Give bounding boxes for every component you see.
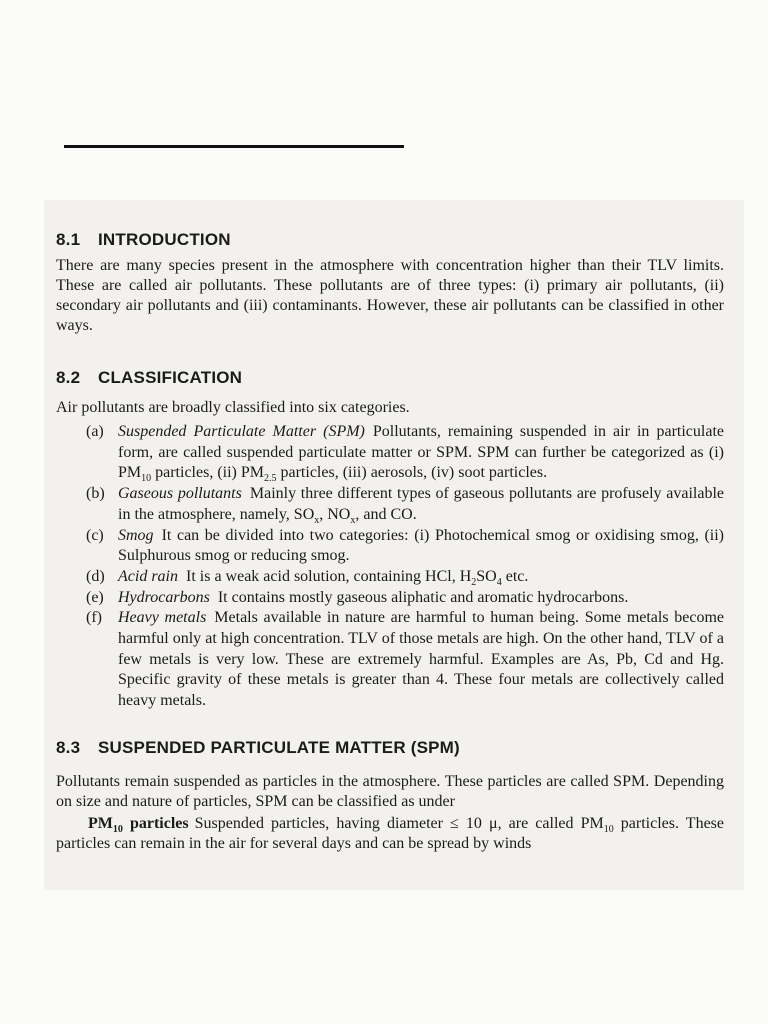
section-title: SUSPENDED PARTICULATE MATTER (SPM) xyxy=(98,737,460,757)
list-marker: (d) xyxy=(86,567,105,585)
list-marker: (b) xyxy=(86,485,105,503)
text-run: It contains mostly gaseous aliphatic and aromatic hydrocarbons. xyxy=(217,588,629,606)
text-run: , NO xyxy=(319,505,351,523)
category-item-gaseous-pollutants xyxy=(56,484,724,525)
subscript: 10 xyxy=(141,473,152,485)
list-marker: (f) xyxy=(86,609,102,627)
top-rule xyxy=(64,145,404,148)
category-item-heavy-metals xyxy=(56,608,724,712)
category-text xyxy=(118,484,724,525)
category-item-hydrocarbons xyxy=(56,588,724,609)
section-number: 8.1 xyxy=(56,230,81,249)
category-term: Gaseous pollutants xyxy=(118,485,242,503)
category-item-smog xyxy=(56,526,724,567)
text-run: Pollutants, remaining suspended in air in particulate form, are called suspended particulate matter or SPM. SPM can further be categorized as (i) PM xyxy=(118,423,724,482)
category-term: Hydrocarbons xyxy=(118,588,210,606)
category-text xyxy=(118,422,724,484)
text-run: particles. These particles can remain in the air for several days and can be spread by winds xyxy=(56,814,725,852)
page-content xyxy=(56,226,724,854)
category-item-acid-rain xyxy=(56,567,724,588)
category-term: Smog xyxy=(118,526,154,544)
pm10-paragraph xyxy=(56,814,724,854)
text-run: Mainly three different types of gaseous pollutants are profusely available in the atmosphere, namely, SO xyxy=(118,485,724,523)
spm-paragraph: Pollutants remain suspended as particles in the atmosphere. These particles are called SPM. Depending on size and nature of particles, SPM can be classified as under xyxy=(56,772,724,810)
text-run: Suspended particles, having diameter ≤ 10 μ, are called PM xyxy=(194,814,604,832)
list-marker: (e) xyxy=(86,588,104,606)
introduction-paragraph: There are many species present in the atmosphere with concentration higher than their TLV limits. These are called air pollutants. These pollutants are of three types: (i) primary air pollutants, (ii) secondary air pollutants and (iii) contaminants. However, these air pollutants can be classified in other ways. xyxy=(56,257,724,334)
category-list xyxy=(56,422,724,712)
section-heading-classification xyxy=(56,368,724,388)
category-term: Acid rain xyxy=(118,567,178,585)
text-run: Metals available in nature are harmful to human being. Some metals become harmful only at high concentration. TLV of those metals are high. On the other hand, TLV of a few metals is very low. These are extremely harmful. Examples are As, Pb, Cd and Hg. Specific gravity of these metals is greater than 4. These four metals are collectively called heavy metals. xyxy=(118,609,724,710)
classification-lead: Air pollutants are broadly classified into six categories. xyxy=(56,399,410,416)
text-run: particles, (iii) aerosols, (iv) soot particles. xyxy=(276,464,548,482)
text-run: It can be divided into two categories: (i) Photochemical smog or oxidising smog, (ii) Sulphurous smog or reducing smog. xyxy=(118,526,724,565)
category-term: Heavy metals xyxy=(118,609,207,627)
list-marker: (a) xyxy=(86,423,104,440)
subscript: 10 xyxy=(603,824,614,836)
category-item-spm xyxy=(56,422,724,484)
section-heading-introduction xyxy=(56,230,724,250)
text-run: SO xyxy=(476,567,497,585)
subscript: 2.5 xyxy=(264,473,277,485)
subscript: x xyxy=(350,515,356,526)
text-run: particles, (ii) PM xyxy=(151,464,264,482)
category-text xyxy=(118,588,724,609)
category-text xyxy=(118,567,724,588)
subscript: 2 xyxy=(471,577,477,589)
subscript: x xyxy=(314,515,320,526)
section-title: INTRODUCTION xyxy=(98,230,231,249)
category-text xyxy=(118,526,724,567)
text-run: It is a weak acid solution, containing HCl, H xyxy=(186,567,472,585)
subscript: 10 xyxy=(112,824,123,836)
category-text xyxy=(118,608,724,712)
section-number: 8.3 xyxy=(56,737,81,757)
text-run: , and CO. xyxy=(355,505,417,523)
list-marker: (c) xyxy=(86,526,104,544)
section-heading-spm xyxy=(56,738,724,758)
subscript: 4 xyxy=(496,577,502,589)
section-number: 8.2 xyxy=(56,368,81,387)
category-term: Suspended Particulate Matter (SPM) xyxy=(118,423,365,440)
pm10-term xyxy=(88,814,189,836)
text-run: particles xyxy=(122,814,189,832)
text-run: etc. xyxy=(501,567,529,585)
text-run: PM xyxy=(88,814,113,832)
section-title: CLASSIFICATION xyxy=(98,368,243,387)
